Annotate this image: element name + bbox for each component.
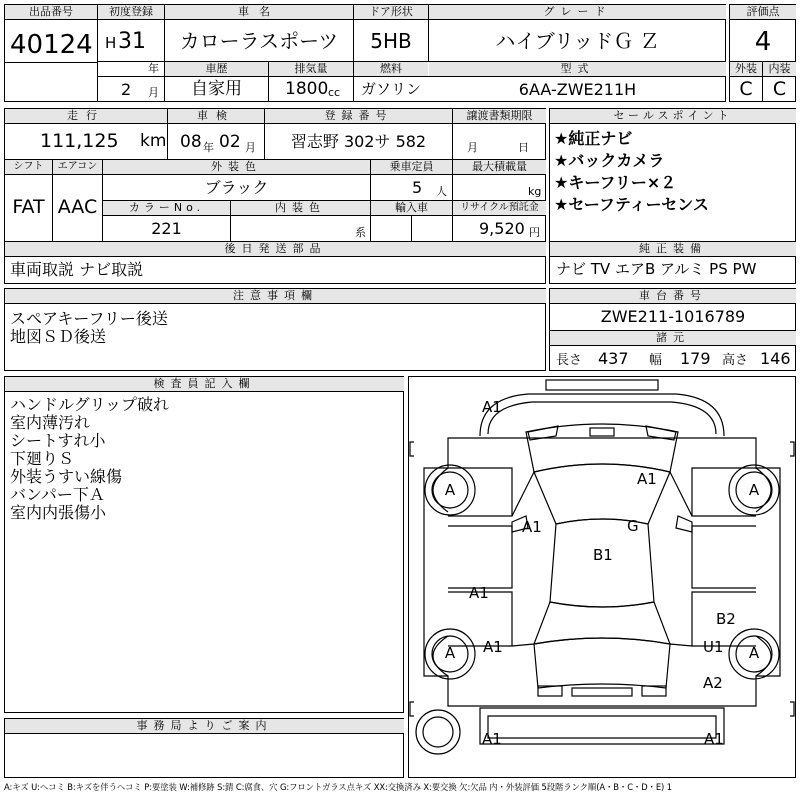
- color-no-header: カラーNo.: [103, 201, 230, 215]
- max-load-header: 最大積載量: [453, 160, 546, 174]
- inspection-month: 02: [219, 132, 241, 152]
- damage-rear-right: A1: [704, 730, 724, 748]
- aircon-type: AAC: [57, 196, 98, 218]
- capacity-unit: 人: [436, 185, 447, 198]
- inspector-note: 下廻りＳ: [10, 449, 75, 468]
- inspection-header: 車検: [168, 109, 264, 123]
- recycle-value: 9,520: [479, 219, 525, 238]
- capacity-value: 5: [412, 178, 423, 197]
- first-reg-month: 2: [121, 80, 132, 99]
- model-code: 6AA-ZWE211H: [518, 80, 637, 99]
- sales-point-item: ★セーフティーセンス: [554, 195, 709, 214]
- displacement-header: 排気量: [269, 62, 353, 76]
- exterior-header: 外装: [730, 62, 762, 76]
- note-item: スペアキーフリー後送: [10, 309, 168, 328]
- inspector-note: 室内薄汚れ: [10, 413, 91, 432]
- exterior-color: ブラック: [204, 178, 269, 197]
- damage-rear-left: A1: [482, 730, 502, 748]
- reg-no-header: 登録番号: [265, 109, 452, 123]
- door-type: 5HB: [370, 29, 412, 53]
- inspector-header: 検査員記入欄: [5, 377, 404, 391]
- inspection-year-unit: 年: [203, 141, 214, 154]
- interior-header: 内装: [763, 62, 796, 76]
- damage-wheel-fl: A: [444, 481, 456, 499]
- sales-point-item: ★キーフリー×２: [554, 173, 677, 192]
- factory-equipment: ナビ TV エアB アルミ PS PW: [556, 260, 757, 278]
- later-items: 車両取説 ナビ取説: [10, 260, 144, 279]
- aircon-header: エアコン: [53, 160, 102, 174]
- mileage-value: 111,125: [40, 130, 119, 152]
- sales-point-item: ★バックカメラ: [554, 151, 665, 170]
- grade-header: グレード: [429, 5, 726, 19]
- recycle-unit: 円: [529, 226, 540, 239]
- inspector-note: バンパー下Ａ: [10, 485, 105, 504]
- grade-value: ハイブリッドＧ Ｚ: [495, 29, 660, 53]
- inspector-note: シートすれ小: [10, 431, 106, 450]
- damage-wheel-rl: A: [444, 644, 456, 662]
- model-header: 型式: [429, 62, 726, 76]
- later-items-header: 後日発送部品: [5, 242, 546, 256]
- mileage-unit: km: [140, 131, 167, 151]
- damage-right-rear: A2: [703, 674, 723, 692]
- max-load-unit: kg: [528, 185, 542, 198]
- first-reg-month-unit: 月: [148, 86, 159, 99]
- width-value: 179: [680, 349, 711, 368]
- first-reg-year-unit: 年: [148, 62, 159, 75]
- height-label: 高さ: [722, 353, 749, 368]
- score-header: 評価点: [730, 5, 796, 19]
- car-name-header: 車名: [165, 5, 353, 19]
- specs-header: 諸元: [550, 331, 796, 345]
- height-value: 146: [760, 349, 791, 368]
- import-header: 輸入車: [371, 201, 452, 215]
- damage-left-door: A1: [469, 584, 489, 602]
- damage-right-quarter: U1: [703, 638, 724, 656]
- first-reg-year: 31: [118, 29, 146, 54]
- door-header: ドア形状: [354, 5, 428, 19]
- office-header: 事務局よりご案内: [5, 719, 404, 733]
- inspection-year: 08: [180, 132, 202, 152]
- inspector-note: 外装うすい線傷: [10, 467, 123, 486]
- int-color-header: 内装色: [231, 201, 370, 215]
- damage-hood: A1: [637, 470, 657, 488]
- inspector-note: 室内内張傷小: [10, 503, 107, 522]
- damage-roof: B1: [593, 546, 613, 564]
- damage-windshield: G: [627, 517, 639, 535]
- notes-header: 注意事項欄: [5, 289, 546, 303]
- damage-left-rear: A1: [483, 638, 503, 656]
- mileage-header: 走行: [5, 109, 167, 123]
- factory-equip-header: 純正装備: [550, 242, 796, 256]
- history-header: 車歴: [165, 62, 268, 76]
- damage-wheel-rr: A: [748, 644, 760, 662]
- transfer-header: 譲渡書類期限: [453, 109, 546, 123]
- shift-header: シフト: [5, 160, 52, 174]
- chassis-header: 車台番号: [550, 289, 796, 303]
- damage-wheel-fr: A: [748, 481, 760, 499]
- interior-score: C: [772, 78, 787, 100]
- width-label: 幅: [649, 353, 663, 368]
- fuel-header: 燃料: [354, 62, 428, 76]
- legend: A:キズ U:ヘコミ B:キズを伴うヘコミ P:要塗装 W:補修跡 S:錆 C:腐食、穴 G:フロントガラス点キズ XX:交換済み X:要交換 欠:欠品 内・外装評価 5段階ランク順(A・B・C・D・E) 1: [4, 782, 672, 792]
- lot-number: 40124: [10, 30, 93, 60]
- lot-no-header: 出品番号: [5, 5, 97, 19]
- length-label: 長さ: [556, 353, 583, 368]
- first-reg-header: 初度登録: [98, 5, 164, 19]
- color-number: 221: [151, 219, 182, 238]
- capacity-header: 乗車定員: [371, 160, 452, 174]
- damage-windshield-left: A1: [522, 518, 542, 536]
- chassis-number: ZWE211-1016789: [600, 307, 746, 326]
- recycle-header: リサイクル預託金: [453, 201, 546, 215]
- exterior-score: C: [739, 78, 753, 100]
- displacement-unit: cc: [328, 86, 341, 99]
- car-name: カローラスポーツ: [179, 29, 339, 53]
- evaluation-score: 4: [754, 27, 772, 57]
- car-diagram: [408, 376, 796, 778]
- first-reg-era: H: [105, 34, 117, 52]
- transfer-month-unit: 月: [467, 141, 478, 154]
- inspection-month-unit: 月: [245, 141, 256, 154]
- car-history: 自家用: [191, 79, 242, 99]
- displacement-value: 1800: [285, 79, 329, 99]
- inspector-note: ハンドルグリップ破れ: [10, 395, 170, 414]
- damage-front-top: A1: [482, 398, 502, 416]
- registration-number: 習志野 302サ 582: [290, 132, 427, 151]
- fuel-type: ガソリン: [360, 80, 421, 98]
- sales-point-item: ★純正ナビ: [554, 129, 633, 148]
- note-item: 地図ＳＤ後送: [10, 327, 107, 346]
- transfer-day-unit: 日: [518, 141, 529, 154]
- damage-right-rear-door: B2: [716, 610, 736, 628]
- sales-point-header: セールスポイント: [550, 109, 796, 123]
- ext-color-header: 外装色: [103, 160, 370, 174]
- int-color-unit: 系: [355, 226, 366, 239]
- length-value: 437: [598, 349, 629, 368]
- shift-type: FAT: [12, 196, 45, 218]
